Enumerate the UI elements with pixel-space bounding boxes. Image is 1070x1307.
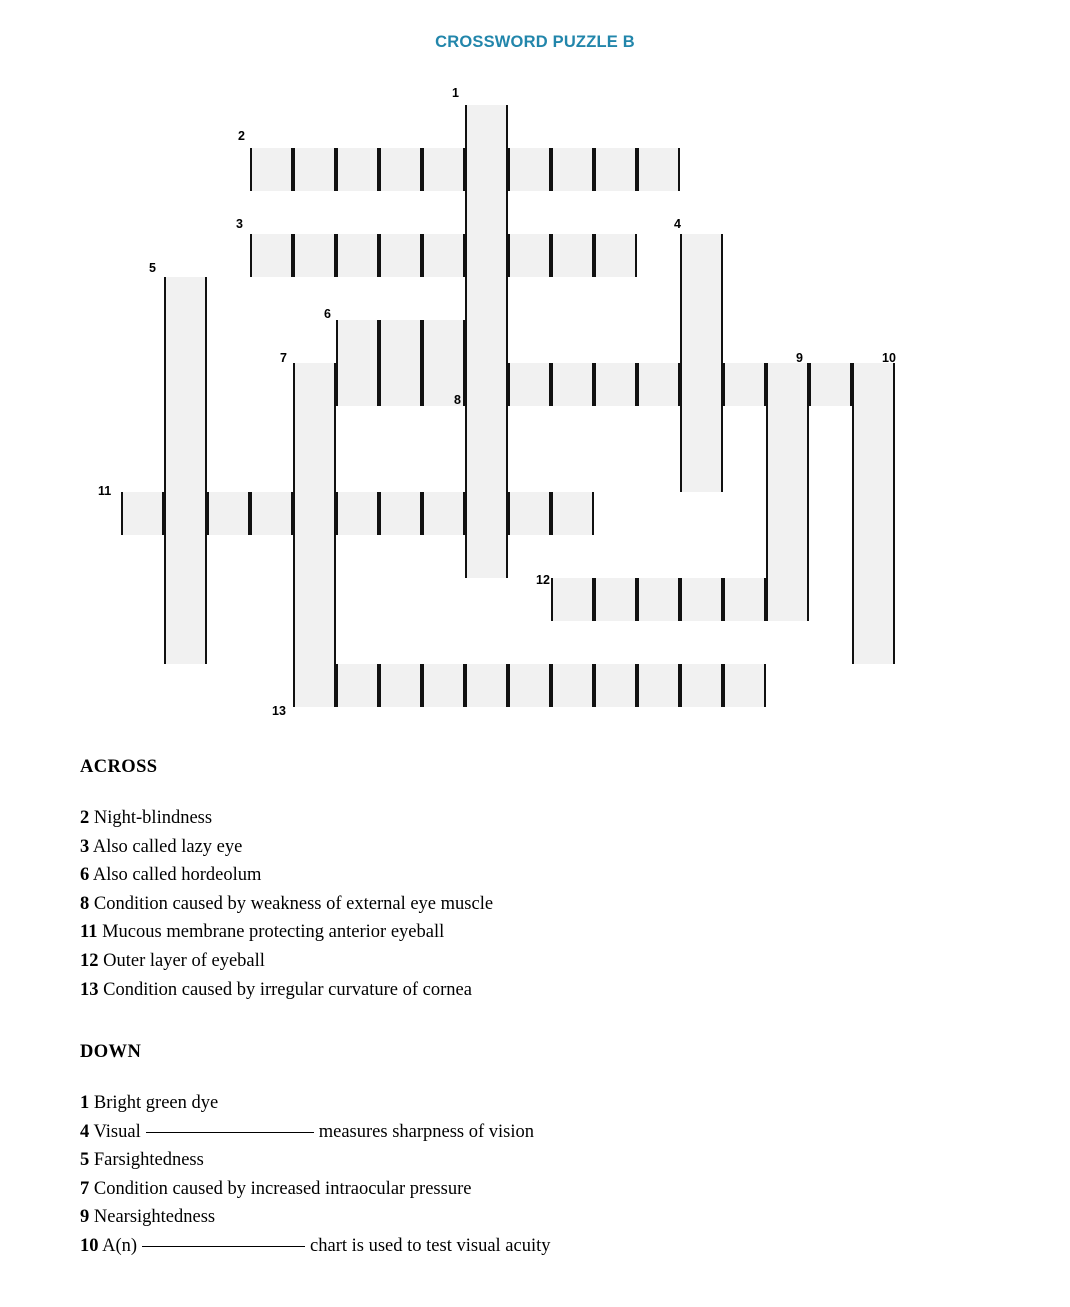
clue-number: 6 — [80, 865, 90, 886]
crossword-cell[interactable] — [250, 234, 293, 277]
crossword-cell[interactable] — [551, 578, 594, 621]
crossword-cell[interactable] — [637, 148, 680, 191]
crossword-cell[interactable] — [293, 234, 336, 277]
clue-number: 7 — [80, 1178, 90, 1199]
crossword-cell[interactable] — [465, 148, 508, 191]
crossword-cell[interactable] — [680, 320, 723, 363]
crossword-cell[interactable] — [422, 234, 465, 277]
cell-number-6: 6 — [324, 307, 331, 321]
crossword-cell[interactable] — [637, 363, 680, 406]
crossword-cell[interactable] — [164, 535, 207, 578]
down-clue-5 — [80, 1146, 551, 1175]
clue-number: 4 — [80, 1121, 90, 1142]
crossword-cell[interactable] — [508, 492, 551, 535]
crossword-cell[interactable] — [379, 234, 422, 277]
crossword-cell[interactable] — [164, 621, 207, 664]
clue-number: 11 — [80, 922, 98, 943]
crossword-cell[interactable] — [379, 363, 422, 406]
crossword-cell[interactable] — [594, 664, 637, 707]
down-clue-section — [80, 1042, 551, 1261]
clue-text: Condition caused by weakness of external eye muscle — [89, 893, 494, 914]
crossword-cell[interactable] — [852, 363, 895, 406]
crossword-cell[interactable] — [293, 148, 336, 191]
across-clue-2 — [80, 804, 493, 833]
crossword-cell[interactable] — [121, 492, 164, 535]
crossword-cell[interactable] — [766, 449, 809, 492]
crossword-cell[interactable] — [594, 234, 637, 277]
crossword-cell[interactable] — [293, 363, 336, 406]
crossword-cell[interactable] — [465, 363, 508, 406]
across-clue-section — [80, 757, 493, 1004]
blank-answer-rule — [142, 1246, 305, 1247]
crossword-cell[interactable] — [551, 492, 594, 535]
crossword-cell[interactable] — [508, 664, 551, 707]
clue-number: 10 — [80, 1235, 99, 1256]
crossword-cell[interactable] — [508, 148, 551, 191]
crossword-cell[interactable] — [465, 234, 508, 277]
crossword-cell[interactable] — [637, 664, 680, 707]
clue-text: Outer layer of eyeball — [98, 950, 265, 971]
crossword-cell[interactable] — [680, 406, 723, 449]
cell-number-12: 12 — [536, 573, 550, 587]
crossword-cell[interactable] — [422, 664, 465, 707]
crossword-cell[interactable] — [594, 148, 637, 191]
blank-answer-rule — [146, 1132, 314, 1133]
crossword-cell[interactable] — [680, 664, 723, 707]
crossword-cell[interactable] — [551, 148, 594, 191]
down-clue-7 — [80, 1175, 551, 1204]
crossword-cell[interactable] — [465, 320, 508, 363]
clue-text: Condition caused by increased intraocular pressure — [89, 1178, 472, 1199]
crossword-cell[interactable] — [336, 363, 379, 406]
crossword-cell[interactable] — [508, 234, 551, 277]
clue-number: 8 — [80, 893, 90, 914]
crossword-cell[interactable] — [680, 277, 723, 320]
crossword-cell[interactable] — [465, 449, 508, 492]
crossword-cell[interactable] — [766, 406, 809, 449]
crossword-cell[interactable] — [766, 578, 809, 621]
crossword-cell[interactable] — [594, 578, 637, 621]
crossword-cell[interactable] — [379, 492, 422, 535]
crossword-cell[interactable] — [551, 234, 594, 277]
crossword-cell[interactable] — [766, 363, 809, 406]
across-clue-list — [80, 804, 493, 1004]
clue-text: Bright green dye — [89, 1093, 219, 1113]
cell-number-8: 8 — [454, 393, 461, 407]
cell-number-2: 2 — [238, 129, 245, 143]
cell-number-1: 1 — [452, 86, 459, 100]
crossword-cell[interactable] — [207, 492, 250, 535]
crossword-cell[interactable] — [465, 277, 508, 320]
across-heading: ACROSS — [80, 757, 158, 777]
clue-number: 5 — [80, 1150, 90, 1171]
crossword-cell[interactable] — [422, 320, 465, 363]
crossword-cell[interactable] — [379, 664, 422, 707]
clue-number: 2 — [80, 808, 90, 828]
crossword-cell[interactable] — [852, 406, 895, 449]
crossword-cell[interactable] — [336, 492, 379, 535]
crossword-cell[interactable] — [680, 363, 723, 406]
crossword-cell[interactable] — [637, 578, 680, 621]
cell-number-13: 13 — [272, 704, 286, 718]
across-clue-8 — [80, 890, 493, 919]
clue-text: Also called lazy eye — [89, 836, 243, 857]
puzzle-title: CROSSWORD PUZZLE B — [435, 33, 635, 51]
crossword-cell[interactable] — [852, 492, 895, 535]
crossword-cell[interactable] — [293, 535, 336, 578]
clue-number: 1 — [80, 1093, 90, 1113]
crossword-cell[interactable] — [852, 535, 895, 578]
cell-number-4: 4 — [674, 217, 681, 231]
clue-text: Condition caused by irregular curvature of cornea — [98, 979, 472, 1000]
crossword-cell[interactable] — [164, 320, 207, 363]
crossword-cell[interactable] — [680, 578, 723, 621]
down-clue-list — [80, 1089, 551, 1261]
crossword-cell[interactable] — [594, 363, 637, 406]
crossword-cell[interactable] — [766, 492, 809, 535]
across-clue-11 — [80, 918, 493, 947]
clue-text: Night-blindness — [89, 808, 213, 828]
crossword-cell[interactable] — [766, 535, 809, 578]
across-clue-12 — [80, 947, 493, 976]
down-clue-10 — [80, 1232, 551, 1261]
clue-text: Also called hordeolum — [89, 865, 262, 886]
crossword-cell[interactable] — [465, 664, 508, 707]
crossword-cell[interactable] — [293, 492, 336, 535]
cell-number-5: 5 — [149, 261, 156, 275]
crossword-cell[interactable] — [293, 449, 336, 492]
crossword-cell[interactable] — [164, 363, 207, 406]
crossword-cell[interactable] — [852, 449, 895, 492]
crossword-cell[interactable] — [336, 234, 379, 277]
clue-text-continued: measures sharpness of vision — [318, 1121, 535, 1142]
crossword-cell[interactable] — [422, 492, 465, 535]
clue-text: A(n) — [98, 1235, 138, 1256]
cell-number-10: 10 — [882, 351, 896, 365]
clue-text: Nearsightedness — [89, 1207, 216, 1228]
cell-number-9: 9 — [796, 351, 803, 365]
down-clue-1 — [80, 1089, 551, 1118]
across-clue-13 — [80, 976, 493, 1005]
crossword-cell[interactable] — [852, 621, 895, 664]
crossword-cell[interactable] — [680, 234, 723, 277]
crossword-cell[interactable] — [551, 664, 594, 707]
crossword-cell[interactable] — [465, 105, 508, 148]
crossword-cell[interactable] — [336, 320, 379, 363]
crossword-cell[interactable] — [164, 578, 207, 621]
clue-text-continued: chart is used to test visual acuity — [310, 1235, 551, 1256]
cell-number-11: 11 — [98, 484, 112, 498]
crossword-cell[interactable] — [379, 148, 422, 191]
across-clue-3 — [80, 833, 493, 862]
crossword-cell[interactable] — [551, 363, 594, 406]
crossword-cell[interactable] — [465, 191, 508, 234]
clue-number: 3 — [80, 836, 90, 857]
clue-number: 9 — [80, 1207, 90, 1228]
cell-number-3: 3 — [236, 217, 243, 231]
crossword-cell[interactable] — [809, 363, 852, 406]
crossword-cell[interactable] — [293, 578, 336, 621]
clue-number: 12 — [80, 950, 99, 971]
clue-number: 13 — [80, 979, 99, 1000]
crossword-cell[interactable] — [465, 535, 508, 578]
cell-number-7: 7 — [280, 351, 287, 365]
across-clue-6 — [80, 861, 493, 890]
crossword-cell[interactable] — [465, 492, 508, 535]
crossword-cell[interactable] — [723, 578, 766, 621]
crossword-cell[interactable] — [293, 664, 336, 707]
crossword-cell[interactable] — [250, 492, 293, 535]
crossword-cell[interactable] — [336, 148, 379, 191]
crossword-cell[interactable] — [336, 664, 379, 707]
crossword-cell[interactable] — [508, 363, 551, 406]
crossword-cell[interactable] — [379, 320, 422, 363]
crossword-cell[interactable] — [680, 449, 723, 492]
crossword-cell[interactable] — [164, 406, 207, 449]
clue-text: Farsightedness — [89, 1150, 204, 1171]
crossword-cell[interactable] — [164, 492, 207, 535]
down-clue-9 — [80, 1203, 551, 1232]
crossword-cell[interactable] — [422, 148, 465, 191]
clue-text: Mucous membrane protecting anterior eyeball — [97, 922, 445, 943]
crossword-cell[interactable] — [465, 406, 508, 449]
crossword-cell[interactable] — [293, 621, 336, 664]
crossword-cell[interactable] — [723, 664, 766, 707]
crossword-cell[interactable] — [852, 578, 895, 621]
clue-text: Visual — [89, 1121, 141, 1142]
crossword-cell[interactable] — [164, 277, 207, 320]
crossword-cell[interactable] — [723, 363, 766, 406]
crossword-cell[interactable] — [164, 449, 207, 492]
crossword-cell[interactable] — [250, 148, 293, 191]
down-heading: DOWN — [80, 1042, 142, 1062]
down-clue-4 — [80, 1118, 551, 1147]
crossword-cell[interactable] — [293, 406, 336, 449]
